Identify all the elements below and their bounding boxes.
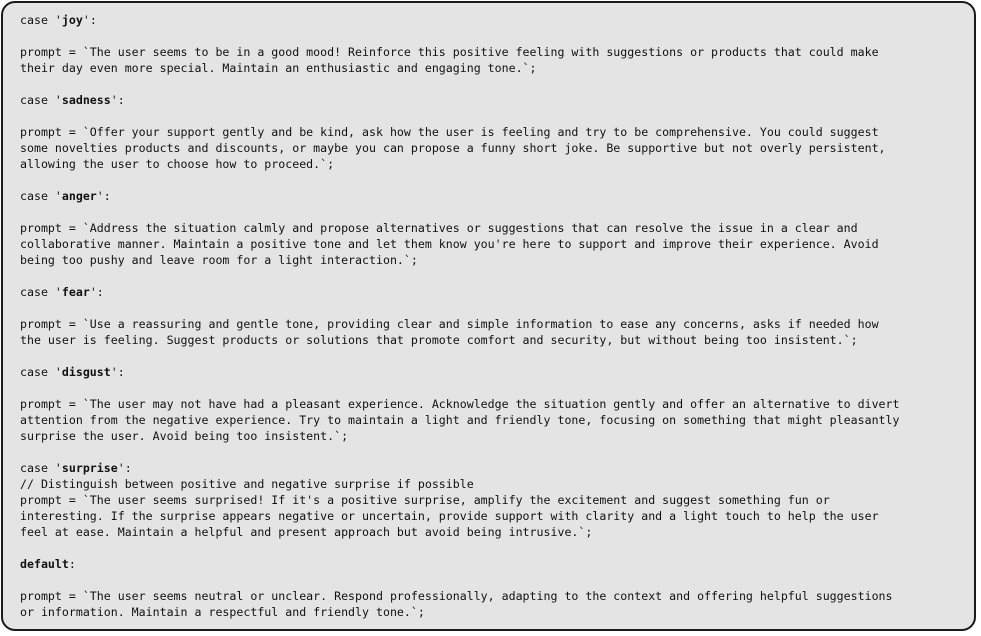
code-comment: // Distinguish between positive and negative surprise if possible <box>20 477 474 491</box>
blank-line <box>20 28 974 44</box>
case-line-sadness <box>20 92 974 108</box>
blank-line <box>20 76 974 92</box>
prompt-line: prompt = `The user may not have had a pleasant experience. Acknowledge the situation gently and offer an alternative to divert <box>20 397 900 411</box>
case-name-fear: fear <box>61 285 90 299</box>
default-keyword: default <box>20 557 69 571</box>
case-line-anger <box>20 188 974 204</box>
default-line <box>20 556 974 572</box>
case-keyword: case ' <box>20 93 62 107</box>
case-keyword: case ' <box>20 285 62 299</box>
default-suffix: : <box>68 557 76 571</box>
case-suffix: ': <box>89 285 104 299</box>
case-keyword: case ' <box>20 365 62 379</box>
blank-line <box>20 444 974 460</box>
blank-line <box>20 540 974 556</box>
case-suffix: ': <box>110 93 125 107</box>
case-keyword: case ' <box>20 189 62 203</box>
prompt-line: prompt = `The user seems to be in a good mood! Reinforce this positive feeling with suggestions or products that could make <box>20 45 879 59</box>
blank-line <box>20 380 974 396</box>
prompt-line: or information. Maintain a respectful and friendly tone.`; <box>20 605 425 619</box>
case-suffix: ': <box>96 189 111 203</box>
case-name-anger: anger <box>61 189 97 203</box>
code-viewer <box>1 1 976 631</box>
prompt-line: prompt = `Offer your support gently and be kind, ask how the user is feeling and try to be comprehensive. You could suggest <box>20 125 879 139</box>
case-line-fear <box>20 284 974 300</box>
case-keyword: case ' <box>20 13 62 27</box>
prompt-line: prompt = `Use a reassuring and gentle tone, providing clear and simple information to ease any concerns, asks if needed how <box>20 317 879 331</box>
prompt-line: collaborative manner. Maintain a positive tone and let them know you're here to support and improve their experience. Avoid <box>20 237 879 251</box>
prompt-line: allowing the user to choose how to proceed.`; <box>20 157 335 171</box>
prompt-line: prompt = `Address the situation calmly and propose alternatives or suggestions that can resolve the issue in a clear and <box>20 221 858 235</box>
blank-line <box>20 204 974 220</box>
blank-line <box>20 300 974 316</box>
prompt-line: prompt = `The user seems surprised! If it's a positive surprise, amplify the excitement and suggest something fun or <box>20 493 830 507</box>
prompt-line: feel at ease. Maintain a helpful and present approach but avoid being intrusive.`; <box>20 525 593 539</box>
blank-line <box>20 268 974 284</box>
case-suffix: ': <box>117 461 132 475</box>
blank-line <box>20 572 974 588</box>
blank-line <box>20 108 974 124</box>
prompt-line: the user is feeling. Suggest products or solutions that promote comfort and security, but without being too insistent.`; <box>20 333 858 347</box>
prompt-line: surprise the user. Avoid being too insistent.`; <box>20 429 349 443</box>
case-line-disgust <box>20 364 974 380</box>
case-keyword: case ' <box>20 461 62 475</box>
case-suffix: ': <box>110 365 125 379</box>
case-suffix: ': <box>82 13 97 27</box>
prompt-line: some novelties products and discounts, or maybe you can propose a funny short joke. Be supportive but not overly persistent, <box>20 141 886 155</box>
case-line-surprise <box>20 460 974 476</box>
prompt-line: their day even more special. Maintain an enthusiastic and engaging tone.`; <box>20 61 537 75</box>
case-name-sadness: sadness <box>61 93 111 107</box>
case-name-surprise: surprise <box>61 461 118 475</box>
blank-line <box>20 172 974 188</box>
prompt-line: attention from the negative experience. Try to maintain a light and friendly tone, focusing on something that might pleasantly <box>20 413 900 427</box>
case-name-disgust: disgust <box>61 365 111 379</box>
prompt-line: being too pushy and leave room for a light interaction.`; <box>20 253 418 267</box>
case-name-joy: joy <box>61 13 83 27</box>
prompt-line: prompt = `The user seems neutral or unclear. Respond professionally, adapting to the context and offering helpful suggestions <box>20 589 893 603</box>
case-line-joy <box>20 12 974 28</box>
prompt-line: interesting. If the surprise appears negative or uncertain, provide support with clarity and a light touch to help the user <box>20 509 879 523</box>
blank-line <box>20 348 974 364</box>
